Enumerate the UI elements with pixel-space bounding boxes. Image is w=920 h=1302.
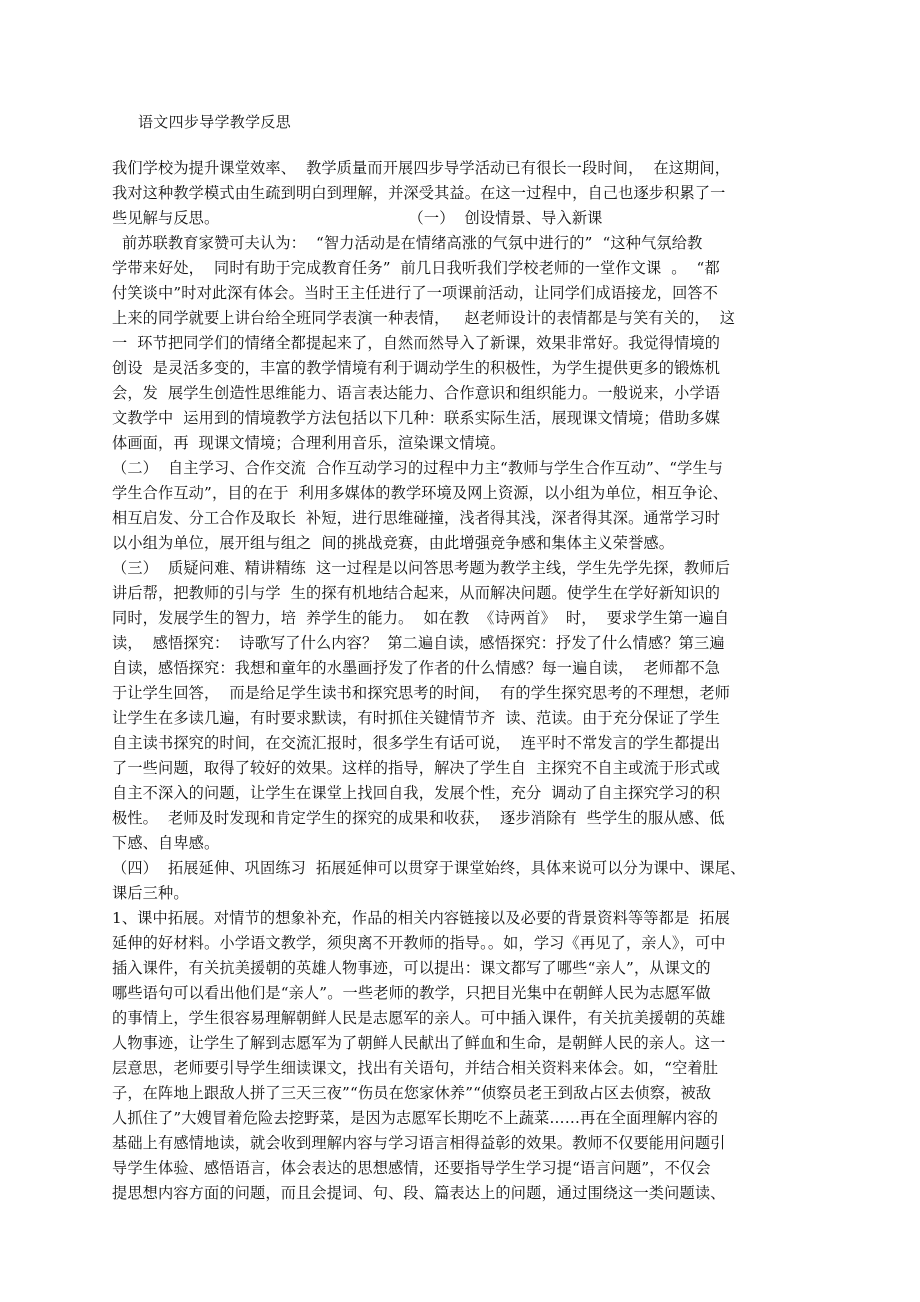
body-text-line: 前苏联教育家赞可夫认为： “智力活动是在情绪高涨的气氛中进行的” “这种气氛给教 [112,234,703,252]
body-text-line: 体画面，再 现课文情境；合理利用音乐，渲染课文情境。 [112,434,506,452]
body-text-line: 创设 是灵活多变的，丰富的教学情境有利于调动学生的积极性，为学生提供更多的锻炼机 [112,359,721,377]
document-title: 语文四步导学教学反思 [138,113,292,131]
body-text-line: 子，在阵地上跟敌人拼了三天三夜”“伤员在您家休养”“侦察员老王到敌占区去侦察，被敌 [112,1084,712,1102]
body-text-line: 自主读书探究的时间，在交流汇报时，很多学生有话可说， 连平时不常发言的学生都提出 [112,734,721,752]
body-text-line: （四） 拓展延伸、巩固练习 拓展延伸可以贯穿于课堂始终，具体来说可以分为课中、课尾、 [112,859,746,877]
body-text-line: 以小组为单位，展开组与组之 间的挑战竞赛，由此增强竞争感和集体主义荣誉感。 [112,534,675,552]
body-text-line: （三） 质疑问难、精讲精练 这一过程是以问答思考题为教学主线，学生先学先探，教师后 [112,559,731,577]
body-text-line: 插入课件，有关抗美援朝的英雄人物事迹，可以提出：课文都写了哪些“亲人”，从课文的 [112,959,711,977]
body-text-line: 的事情上，学生很容易理解朝鲜人民是志愿军的亲人。可中插入课件，有关抗美援朝的英雄 [112,1009,726,1027]
body-text-line: 导学生体验、感悟语言，体会表达的思想感情，还要指导学生学习提“语言问题”，不仅会 [112,1159,711,1177]
document-body [112,156,812,1206]
body-text-line: 自主不深入的问题，让学生在课堂上找回自我，发展个性，充分 调动了自主探究学习的积 [112,784,721,802]
body-text-line: 课后三种。 [112,884,189,902]
body-text-line: 文教学中 运用到的情境教学方法包括以下几种：联系实际生活，展现课文情境；借助多媒 [112,409,721,427]
body-text-line: 提思想内容方面的问题，而且会提词、句、段、篇表达上的问题，通过围绕这一类问题读、 [112,1184,726,1202]
body-text-line: 些见解与反思。 （一） 创设情景、导入新课 [112,209,603,227]
body-text-line: 上来的同学就要上讲台给全班同学表演一种表情， 赵老师设计的表情都是与笑有关的， 这 [112,309,736,327]
body-text-line: 同时，发展学生的智力，培 养学生的能力。 如在教 《诗两首》 时， 要求学生第一遍自 [112,609,730,627]
body-text-line: 相互启发、分工合作及取长 补短，进行思维碰撞，浅者得其浅，深者得其深。通常学习时 [112,509,721,527]
body-text-line: 会，发 展学生创造性思维能力、语言表达能力、合作意识和组织能力。一般说来，小学语 [112,384,721,402]
body-text-line: 下感、自卑感。 [112,834,220,852]
body-text-line: 读， 感悟探究： 诗歌写了什么内容？ 第二遍自读，感悟探究：抒发了什么情感？第三遍 [112,634,725,652]
body-text-line: 极性。 老师及时发现和肯定学生的探究的成果和收获， 逐步消除有 些学生的服从感、低 [112,809,725,827]
body-text-line: 学带来好处， 同时有助于完成教育任务” 前几日我听我们学校老师的一堂作文课 。 “都 [112,259,720,277]
body-text-line: 人抓住了”大嫂冒着危险去挖野菜，是因为志愿军长期吃不上蔬菜……再在全面理解内容的 [112,1109,719,1127]
body-text-line: 讲后帮，把教师的引与学 生的探有机地结合起来，从而解决问题。使学生在学好新知识的 [112,584,721,602]
body-text-line: 付笑谈中”时对此深有体会。当时王主任进行了一项课前活动，让同学们成语接龙，回答不 [112,284,719,302]
body-text-line: （二） 自主学习、合作交流 合作互动学习的过程中力主“教师与学生合作互动”、“学生与 [112,459,724,477]
body-text-line: 1、课中拓展。对情节的想象补充，作品的相关内容链接以及必要的背景资料等等都是 拓展 [112,909,730,927]
body-text-line: 人物事迹，让学生了解到志愿军为了朝鲜人民献出了鲜血和生命，是朝鲜人民的亲人。这一 [112,1034,726,1052]
body-text-line: 于让学生回答， 而是给足学生读书和探究思考的时间， 有的学生探究思考的不理想，老师 [112,684,731,702]
body-text-line: 一 环节把同学们的情绪全都提起来了，自然而然导入了新课，效果非常好。我觉得情境的 [112,334,721,352]
body-text-line: 延伸的好材料。小学语文教学，须臾离不开教师的指导。。如，学习《再见了，亲人》，可中 [112,934,726,952]
body-text-line: 基础上有感情地读，就会收到理解内容与学习语言相得益彰的效果。教师不仅要能用问题引 [112,1134,726,1152]
body-text-line: 层意思，老师要引导学生细读课文，找出有关语句，并结合相关资料来体会。如，“空着肚 [112,1059,719,1077]
document-page [112,110,812,1206]
body-text-line: 让学生在多读几遍，有时要求默读，有时抓住关键情节齐 读、范读。由于充分保证了学生 [112,709,721,727]
body-text-line: 自读，感悟探究：我想和童年的水墨画抒发了作者的什么情感？每一遍自读， 老师都不急 [112,659,721,677]
body-text-line: 学生合作互动”，目的在于 利用多媒体的教学环境及网上资源，以小组为单位，相互争论、 [112,484,729,502]
body-text-line: 我们学校为提升课堂效率、 教学质量而开展四步导学活动已有很长一段时间， 在这期间， [112,159,731,177]
body-text-line: 了一些问题，取得了较好的效果。这样的指导，解决了学生自 主探究不自主或流于形式或 [112,759,721,777]
body-text-line: 我对这种教学模式由生疏到明白到理解，并深受其益。在这一过程中，自己也逐步积累了一 [112,184,726,202]
body-text-line: 哪些语句可以看出他们是“亲人”。一些老师的教学，只把目光集中在朝鲜人民为志愿军做 [112,984,711,1002]
